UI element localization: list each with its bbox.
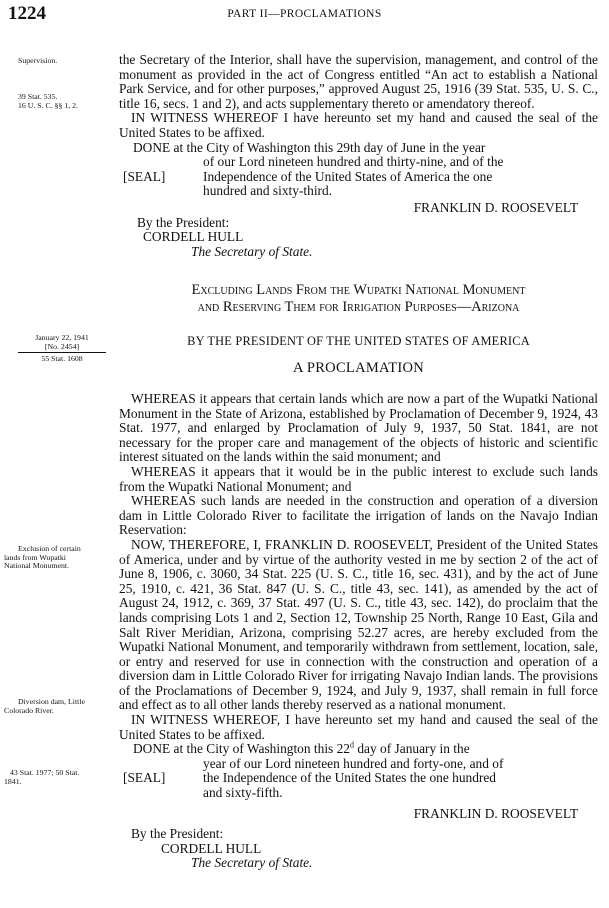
now-therefore-paragraph: NOW, THEREFORE, I, FRANKLIN D. ROOSEVELT, President of the United States of America, under and by virtue of the authority vested in me by section 2 of the act of June 8, 1906, c. 3060, 34 Stat. 225 (U. S. C., title 16, sec. 431), and by the act of June 25, 1910, c. 421, 36 Stat. 847 (U. S. C., title 43, sec. 141), as amended by the act of August 24, 1912, c. 369, 37 Stat. 497 (U. S. C., title 43, sec. 142), do proclaim that the lands comprising Lots 1 and 2, Section 12, Township 25 North, Range 10 East, Gila and Salt River Meridian, Arizona, comprising 52.27 acres, are hereby excluded from the Wupatki National Monument, and temporarily withdrawn from settlement, location, sale, or entry and reserved for use in connection with the construction and operation of a diversion dam in Little Colorado River for irrigating Navajo Indian lands. The provisions of the Proclamations of December 9, 1924, and July 9, 1937, shall remain in full force and effect as to all other lands thereby reserved as a national monument. (119, 536, 598, 713)
whereas-paragraph: WHEREAS such lands are needed in the construction and operation of a diversion dam in Little Colorado River to facilitate the irrigation of lands on the Navajo Indian Reservation: (119, 493, 598, 538)
margin-line: 39 Stat. 535. (18, 92, 58, 101)
margin-procl-no: [No. 2454] (44, 341, 80, 351)
seal-mark: [SEAL] (123, 168, 166, 184)
secretary-name: CORDELL HULL (143, 229, 244, 245)
dated-line: and sixty-fifth. (203, 785, 283, 801)
witness-paragraph: IN WITNESS WHEREOF, I have hereunto set my hand and caused the seal of the United States to be affixed. (119, 712, 598, 742)
page-number: 1224 (8, 3, 46, 24)
dated-text: DONE at the City of Washington this 22 (133, 741, 351, 757)
seal-row (119, 771, 598, 786)
supervision-paragraph: the Secretary of the Interior, shall have the supervision, management, and control of the monument as provided in the act of Congress entitled “An act to establish a National Park Service, and for other purposes,” approved August 25, 1916 (39 Stat. 535, U. S. C., title 16, secs. 1 and 2), and acts supplementary thereto or amendatory thereof. (119, 52, 598, 111)
whereas-paragraph: WHEREAS it appears that it would be in the public interest to exclude such lands from the Wupatki National Monument; and (119, 463, 598, 494)
margin-note-exclusion (4, 545, 81, 571)
proclamation-heading: A PROCLAMATION (292, 360, 425, 376)
margin-line: 43 Stat. 1977; 50 Stat. (10, 768, 80, 777)
dated-line: the Independence of the United States the one hundred (203, 770, 497, 786)
margin-line: Diversion dam, Little (18, 697, 85, 706)
dated-line: year of our Lord nineteen hundred and forty-one, and of (203, 755, 504, 771)
secretary-name: CORDELL HULL (161, 840, 262, 856)
margin-divider (18, 352, 106, 353)
margin-note-stat-ref-3 (4, 769, 79, 786)
by-the-president: By the President: (137, 214, 230, 230)
margin-line: Exclusion of certain (18, 544, 81, 553)
margin-note-diversion (4, 698, 85, 715)
proclamation-body (119, 392, 598, 871)
dated-line: Independence of the United States of America the one (203, 168, 493, 184)
secretary-title: The Secretary of State. (191, 243, 313, 259)
whereas-paragraph: WHEREAS it appears that certain lands which are now a part of the Wupatki National Monument in the State of Arizona, established by Proclamation of December 9, 1924, 43 Stat. 1977, and enlarged by Proclamation of July 9, 1937, 50 Stat. 1841, are not necessary for the proper care and management of the objects of historic and scientific interest situated on the lands within the said monument; and (119, 391, 598, 465)
margin-line: 1841. (4, 776, 22, 786)
margin-note-stat-ref-1 (18, 93, 78, 110)
witness-paragraph: IN WITNESS WHEREOF I have hereunto set my hand and caused the seal of the United States to be affixed. (119, 110, 598, 140)
secretary-title: The Secretary of State. (191, 855, 313, 871)
margin-line: lands from Wupatki (4, 552, 66, 562)
margin-note-supervision: Supervision. (18, 56, 58, 65)
by-the-president: By the President: (131, 826, 224, 842)
dated-line: DONE at the City of Washington this 29th day of June in the year (133, 139, 486, 155)
seal-row (119, 170, 598, 185)
signature: FRANKLIN D. ROOSEVELT (413, 805, 578, 821)
margin-line: National Monument. (4, 561, 69, 571)
first-proclamation-end (119, 53, 598, 259)
proclamation-title (119, 282, 598, 316)
running-head: PART II—PROCLAMATIONS (227, 8, 382, 20)
margin-line: 16 U. S. C. §§ 1, 2. (18, 100, 78, 110)
dated-text: day of January in the (354, 741, 470, 757)
dated-superscript: d (350, 740, 355, 750)
dated-line (119, 742, 598, 757)
dated-line: hundred and sixty-third. (203, 183, 333, 199)
margin-note-date (18, 334, 106, 364)
seal-mark: [SEAL] (123, 770, 166, 786)
margin-stat-ref-2: 55 Stat. 1608 (41, 354, 83, 364)
signature: FRANKLIN D. ROOSEVELT (413, 199, 578, 215)
title-line: Excluding Lands From the Wupatki National Monument (191, 282, 526, 298)
title-line: and Reserving Them for Irrigation Purposes—Arizona (197, 299, 520, 315)
dated-line: of our Lord nineteen hundred and thirty-nine, and of the (203, 154, 504, 170)
by-the-president-heading: BY THE PRESIDENT OF THE UNITED STATES OF AMERICA (187, 334, 530, 348)
margin-line: Colorado River. (4, 705, 54, 715)
margin-date: January 22, 1941 (35, 333, 89, 342)
